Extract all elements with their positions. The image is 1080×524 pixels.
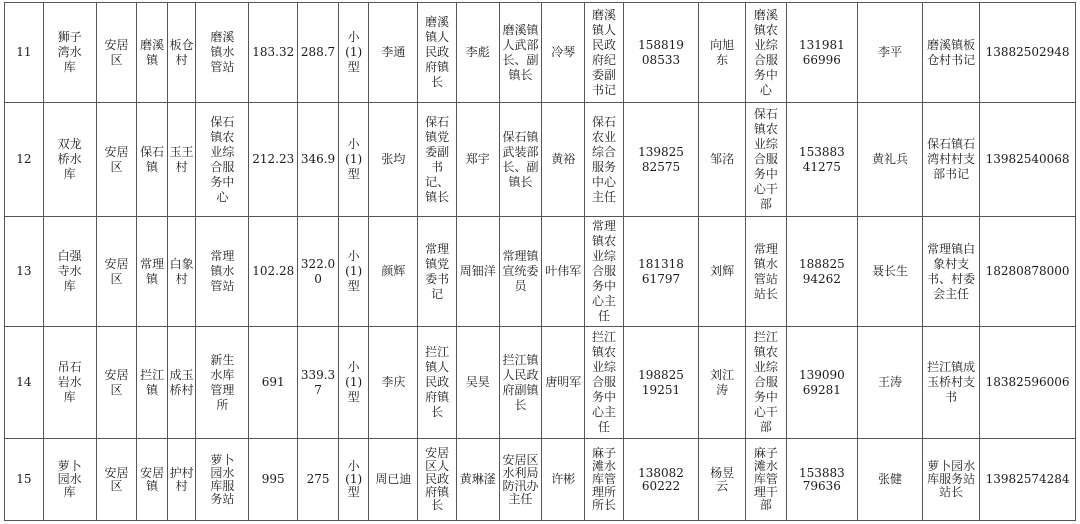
dept-responsible-name: 周钿洋	[456, 217, 499, 327]
tech-responsible-post: 磨溪镇人民政府纪委副书记	[585, 3, 624, 103]
patrol-responsible-phone: 18882594262	[786, 217, 857, 327]
management-unit: 磨溪镇水管站	[196, 3, 249, 103]
dept-responsible-post: 磨溪镇人武部长、副镇长	[499, 3, 542, 103]
dept-responsible-name: 黄琳滏	[456, 439, 499, 521]
patrol-responsible-name: 邹洺	[699, 103, 746, 217]
patrol-responsible-post: 保石镇农业综合服务中心干部	[746, 103, 787, 217]
village-responsible-phone: 13982574284	[980, 439, 1076, 521]
tech-responsible-name: 许彬	[542, 439, 585, 521]
village-responsible-phone: 18382596006	[980, 327, 1076, 439]
village-responsible-name: 张健	[857, 439, 922, 521]
patrol-responsible-phone: 15388379636	[786, 439, 857, 521]
storage-capacity: 339.37	[298, 327, 339, 439]
catchment-area: 183.32	[249, 3, 298, 103]
dept-responsible-post: 拦江镇人民政府副镇长	[499, 327, 542, 439]
town: 保石镇	[137, 103, 168, 217]
catchment-area: 102.28	[249, 217, 298, 327]
catchment-area: 995	[249, 439, 298, 521]
scale: 小(1)型	[338, 327, 369, 439]
admin-responsible-post: 拦江镇人民政府镇长	[418, 327, 457, 439]
patrol-responsible-post: 磨溪镇农业综合服务中心	[746, 3, 787, 103]
tech-responsible-name: 叶伟军	[542, 217, 585, 327]
patrol-responsible-post: 常理镇水管站站长	[746, 217, 787, 327]
admin-responsible-name: 颜辉	[369, 217, 418, 327]
dept-responsible-name: 郑宇	[456, 103, 499, 217]
admin-responsible-name: 李庆	[369, 327, 418, 439]
patrol-responsible-post: 拦江镇农业综合服务中心干部	[746, 327, 787, 439]
catchment-area: 212.23	[249, 103, 298, 217]
tech-responsible-post: 常理镇农业综合服务中心主任	[585, 217, 624, 327]
district: 安居区	[96, 439, 137, 521]
patrol-responsible-name: 刘辉	[699, 217, 746, 327]
dept-responsible-post: 安居区水利局防汛办主任	[499, 439, 542, 521]
storage-capacity: 288.7	[298, 3, 339, 103]
village-responsible-post: 保石镇石湾村村支部书记	[923, 103, 980, 217]
village-responsible-post: 萝卜园水库服务站站长	[923, 439, 980, 521]
district: 安居区	[96, 217, 137, 327]
scale: 小(1)型	[338, 103, 369, 217]
village-responsible-phone: 13982540068	[980, 103, 1076, 217]
management-unit: 新生水库管理所	[196, 327, 249, 439]
town: 常理镇	[137, 217, 168, 327]
patrol-responsible-phone: 15388341275	[786, 103, 857, 217]
village: 白象村	[167, 217, 196, 327]
village: 成玉桥村	[167, 327, 196, 439]
reservoir-name: 萝卜园水库	[43, 439, 96, 521]
reservoir-name: 吊石岩水库	[43, 327, 96, 439]
patrol-responsible-phone: 13198166996	[786, 3, 857, 103]
town: 安居镇	[137, 439, 168, 521]
management-unit: 保石镇农业综合服务中心	[196, 103, 249, 217]
village: 玉王村	[167, 103, 196, 217]
table-row	[5, 103, 1076, 217]
row-number: 15	[5, 439, 44, 521]
dept-responsible-post: 常理镇宣统委员	[499, 217, 542, 327]
storage-capacity: 275	[298, 439, 339, 521]
patrol-responsible-name: 杨昱云	[699, 439, 746, 521]
town: 拦江镇	[137, 327, 168, 439]
patrol-responsible-phone: 13909069281	[786, 327, 857, 439]
admin-responsible-post: 磨溪镇人民政府镇长	[418, 3, 457, 103]
patrol-responsible-name: 刘江涛	[699, 327, 746, 439]
table-row	[5, 439, 1076, 521]
admin-responsible-name: 李通	[369, 3, 418, 103]
management-unit: 萝卜园水库服务站	[196, 439, 249, 521]
tech-responsible-phone: 18131861797	[623, 217, 698, 327]
village-responsible-name: 李平	[857, 3, 922, 103]
management-unit: 常理镇水管站	[196, 217, 249, 327]
reservoir-responsibility-table	[4, 2, 1076, 521]
tech-responsible-post: 麻子滩水库管理所所长	[585, 439, 624, 521]
scale: 小(1)型	[338, 3, 369, 103]
table-row	[5, 217, 1076, 327]
admin-responsible-name: 周已迪	[369, 439, 418, 521]
reservoir-name: 狮子湾水库	[43, 3, 96, 103]
storage-capacity: 322.00	[298, 217, 339, 327]
tech-responsible-post: 保石农业综合服务中心主任	[585, 103, 624, 217]
tech-responsible-phone: 15881908533	[623, 3, 698, 103]
scale: 小(1)型	[338, 439, 369, 521]
tech-responsible-phone: 13808260222	[623, 439, 698, 521]
row-number: 13	[5, 217, 44, 327]
village-responsible-phone: 13882502948	[980, 3, 1076, 103]
district: 安居区	[96, 3, 137, 103]
village: 板仓村	[167, 3, 196, 103]
village-responsible-post: 常理镇白象村支书、村委会主任	[923, 217, 980, 327]
storage-capacity: 346.9	[298, 103, 339, 217]
village-responsible-post: 拦江镇成玉桥村支书	[923, 327, 980, 439]
dept-responsible-post: 保石镇武装部长、副镇长	[499, 103, 542, 217]
tech-responsible-name: 黄裕	[542, 103, 585, 217]
dept-responsible-name: 李彪	[456, 3, 499, 103]
admin-responsible-post: 安居区人民政府镇长	[418, 439, 457, 521]
dept-responsible-name: 吴昊	[456, 327, 499, 439]
row-number: 12	[5, 103, 44, 217]
table-row	[5, 3, 1076, 103]
district: 安居区	[96, 327, 137, 439]
town: 磨溪镇	[137, 3, 168, 103]
tech-responsible-phone: 19882519251	[623, 327, 698, 439]
admin-responsible-post: 常理镇党委书记	[418, 217, 457, 327]
table-row	[5, 327, 1076, 439]
reservoir-name: 双龙桥水库	[43, 103, 96, 217]
village-responsible-name: 王涛	[857, 327, 922, 439]
patrol-responsible-post: 麻子滩水库管理干部	[746, 439, 787, 521]
village-responsible-name: 聂长生	[857, 217, 922, 327]
district: 安居区	[96, 103, 137, 217]
scale: 小(1)型	[338, 217, 369, 327]
tech-responsible-post: 拦江镇农业综合服务中心主任	[585, 327, 624, 439]
row-number: 14	[5, 327, 44, 439]
patrol-responsible-name: 向旭东	[699, 3, 746, 103]
catchment-area: 691	[249, 327, 298, 439]
admin-responsible-name: 张均	[369, 103, 418, 217]
tech-responsible-name: 冷琴	[542, 3, 585, 103]
village-responsible-name: 黄礼兵	[857, 103, 922, 217]
admin-responsible-post: 保石镇党委副书记、镇长	[418, 103, 457, 217]
reservoir-name: 白强寺水库	[43, 217, 96, 327]
tech-responsible-phone: 13982582575	[623, 103, 698, 217]
tech-responsible-name: 唐明军	[542, 327, 585, 439]
row-number: 11	[5, 3, 44, 103]
village: 护村村	[167, 439, 196, 521]
village-responsible-post: 磨溪镇板仓村书记	[923, 3, 980, 103]
village-responsible-phone: 18280878000	[980, 217, 1076, 327]
